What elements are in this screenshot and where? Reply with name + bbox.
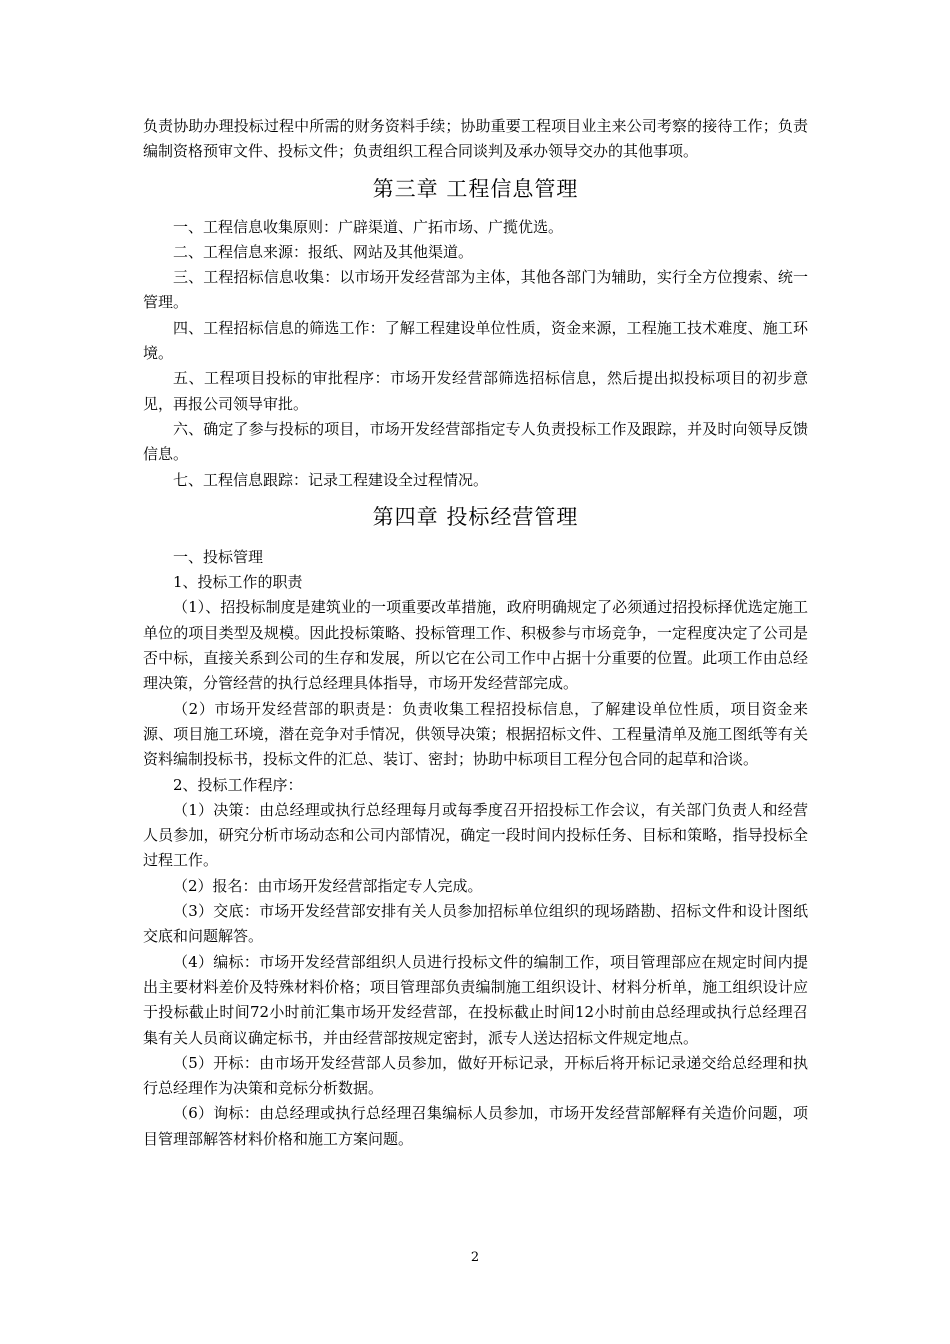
ch4-step-registration: （2）报名：由市场开发经营部指定专人完成。: [173, 876, 483, 895]
ch4-step-bid-opening: （5）开标：由市场开发经营部人员参加，做好开标记录，开标后将开标记录递交给总经理和执行总经理作为决策和竞标分析数据。: [143, 1053, 808, 1098]
ch3-item-1: 一、工程信息收集原则：广辟渠道、广拓市场、广揽优选。: [173, 217, 564, 236]
ch4-step-briefing: （3）交底：市场开发经营部安排有关人员参加招标单位组织的现场踏勘、招标文件和设计图纸交底和问题解答。: [143, 902, 808, 946]
page-number: 2: [470, 1250, 480, 1265]
ch4-section-heading: 一、投标管理: [173, 547, 264, 566]
intro-paragraph: 负责协助办理投标过程中所需的财务资料手续；协助重要工程项目业主来公司考察的接待工作；负责编制资格预审文件、投标文件；负责组织工程合同谈判及承办领导交办的其他事项。: [143, 117, 808, 161]
ch3-item-6: 六、确定了参与投标的项目，市场开发经营部指定专人负责投标工作及跟踪，并及时向领导反馈信息。: [143, 419, 808, 464]
ch3-item-4: 四、工程招标信息的筛选工作：了解工程建设单位性质，资金来源，工程施工技术难度、施工环境。: [143, 318, 808, 363]
ch3-item-5: 五、工程项目投标的审批程序：市场开发经营部筛选招标信息，然后提出拟投标项目的初步意见，再报公司领导审批。: [143, 369, 808, 413]
ch4-step-inquiry: （6）询标：由总经理或执行总经理召集编标人员参加，市场开发经营部解释有关造价问题，项目管理部解答材料价格和施工方案问题。: [143, 1104, 808, 1148]
ch4-step-decision: （1）决策：由总经理或执行总经理每月或每季度召开招投标工作会议，有关部门负责人和经营人员参加，研究分析市场动态和公司内部情况，确定一段时间内投标任务、目标和策略，指导投标全过程工作。: [143, 800, 808, 870]
ch3-item-7: 七、工程信息跟踪：记录工程建设全过程情况。: [173, 470, 489, 489]
ch4-subheading-duties: 1、投标工作的职责: [173, 573, 303, 592]
ch4-duty-2: （2）市场开发经营部的职责是：负责收集工程招投标信息，了解建设单位性质，项目资金来源、项目施工环境，潜在竞争对手情况，供领导决策；根据招标文件、工程量清单及施工图纸等有关资料编制投标书，投标文件的汇总、装订、密封；协助中标项目工程分包合同的起草和洽谈。: [143, 699, 808, 769]
ch3-item-3: 三、工程招标信息收集：以市场开发经营部为主体，其他各部门为辅助，实行全方位搜索、统一管理。: [143, 268, 808, 312]
chapter-4-title: 第四章 投标经营管理: [372, 504, 579, 529]
ch4-subheading-procedure: 2、投标工作程序：: [173, 775, 303, 794]
ch4-step-bid-preparation: （4）编标：市场开发经营部组织人员进行投标文件的编制工作，项目管理部应在规定时间内提出主要材料差价及特殊材料价格；项目管理部负责编制施工组织设计、材料分析单，施工组织设计应于投标截止时间72小时前汇集市场开发经营部，在投标截止时间12小时前由总经理或执行总经理召集有关人员商议确定标书，并由经营部按规定密封，派专人送达招标文件规定地点。: [143, 952, 808, 1047]
ch3-item-2: 二、工程信息来源：报纸、网站及其他渠道。: [173, 242, 474, 261]
page-body: [143, 114, 808, 1152]
ch4-duty-1: （1）、招投标制度是建筑业的一项重要改革措施，政府明确规定了必须通过招投标择优选定施工单位的项目类型及规模。因此投标策略、投标管理工作、积极参与市场竞争，一定程度决定了公司是否中标，直接关系到公司的生存和发展，所以它在公司工作中占据十分重要的位置。此项工作由总经理决策，分管经营的执行总经理具体指导，市场开发经营部完成。: [143, 598, 808, 693]
chapter-3-title: 第三章 工程信息管理: [372, 176, 579, 201]
